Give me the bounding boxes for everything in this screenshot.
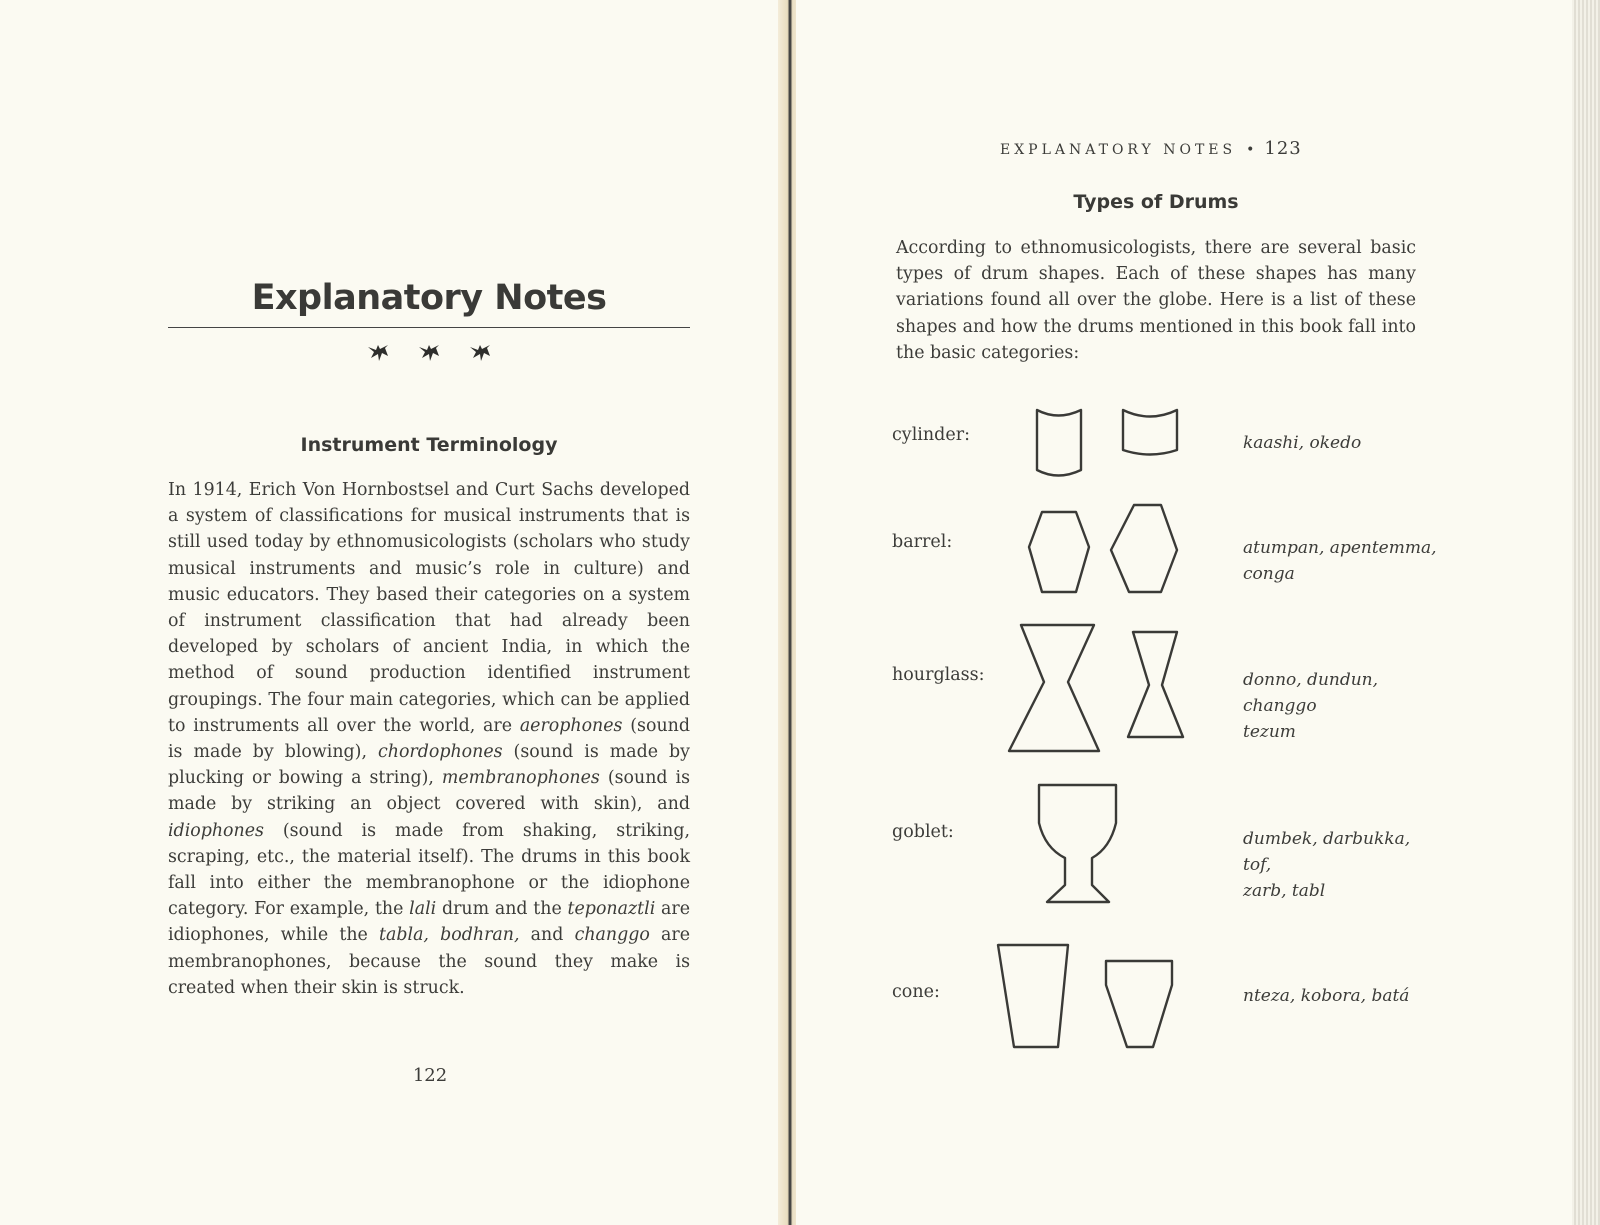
hourglass-drum-icon — [1009, 625, 1099, 751]
hourglass-drum-icon — [1128, 632, 1183, 737]
drum-examples-cylinder: kaashi, okedo — [1243, 433, 1362, 453]
instrument-terminology-paragraph: In 1914, Erich Von Hornbostsel and Curt Sachs developed a system of classifications for musical instruments that is still used today by ethnomusicologists (scholars who study musical instruments and music’s role in culture) and music educators. They based their categories on a system of instrument classification that had already been developed by scholars of ancient India, in which the method of sound production identified instrument groupings. The four main categories, which can be applied to instruments all over the world, are aerophones (sound is made by blowing), chordophones (sound is made by plucking or bowing a string), membranophones (sound is made by striking an object covered with skin), and idiophones (sound is made from shaking, striking, scraping, etc., the material itself). The drums in this book fall into either the membranophone or the idiophone category. For example, the lali drum and the teponaztli are idiophones, while the tabla, bodhran, and changgo are membranophones, because the sound they make is created when their skin is struck. — [168, 480, 690, 998]
section-heading-instrument-terminology: Instrument Terminology — [300, 434, 558, 456]
drum-type-label-hourglass: hourglass: — [892, 665, 985, 685]
section-heading-types-of-drums: Types of Drums — [1073, 191, 1239, 213]
drum-type-label-barrel: barrel: — [892, 532, 953, 552]
page-number-left: 122 — [412, 1065, 448, 1086]
drum-examples-barrel: atumpan, apentemma, conga — [1243, 538, 1437, 584]
cylinder-drum-icon — [1037, 410, 1081, 476]
drum-type-label-goblet: goblet: — [892, 822, 954, 842]
running-head-title: EXPLANATORY NOTES — [1000, 142, 1237, 158]
running-head-bullet: • — [1246, 142, 1255, 158]
barrel-drum-icon — [1111, 505, 1177, 592]
barrel-drum-icon — [1029, 512, 1089, 592]
chapter-title: Explanatory Notes — [251, 278, 607, 318]
cone-drum-icon — [1106, 961, 1172, 1047]
drum-type-label-cylinder: cylinder: — [892, 425, 970, 445]
drum-examples-goblet: dumbek, darbukka, tof, zarb, tabl — [1243, 829, 1411, 901]
drum-examples-hourglass: donno, dundun, changgo tezum — [1243, 670, 1379, 742]
page-number-right: 123 — [1264, 138, 1302, 159]
drum-examples-cone: nteza, kobora, batá — [1243, 986, 1410, 1006]
cylinder-drum-icon — [1123, 410, 1177, 455]
types-intro-paragraph: According to ethnomusicologists, there are several basic types of drum shapes. Each of these shapes has many variations found all over the globe. Here is a list of these shapes and how the drums mentioned in this book fall into the basic categories: — [896, 238, 1416, 363]
cone-drum-icon — [998, 945, 1068, 1047]
drum-type-label-cone: cone: — [892, 982, 940, 1002]
goblet-drum-icon — [1039, 785, 1116, 902]
